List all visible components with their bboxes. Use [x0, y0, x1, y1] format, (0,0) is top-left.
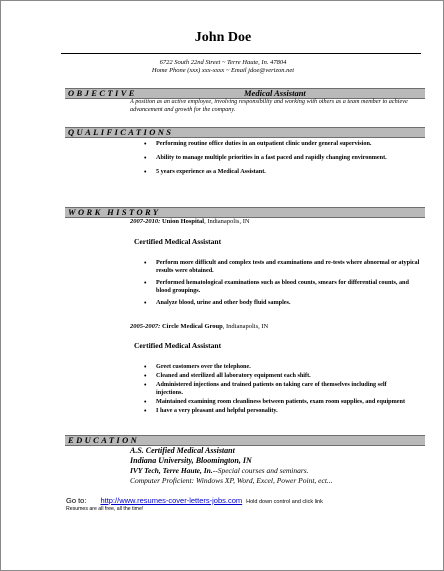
- list-item: [144, 279, 420, 295]
- work-history-heading: WORK HISTORY: [68, 207, 161, 217]
- job-employer: Union Hospital: [161, 218, 205, 225]
- qualifications-heading: QUALIFICATIONS: [68, 127, 174, 137]
- qualification-text: 5 years experience as a Medical Assistant.: [156, 168, 266, 175]
- link-hint: Hold down control and click link: [246, 499, 323, 505]
- job-title: Certified Medical Assistant: [134, 237, 222, 246]
- bullet-icon: •: [144, 154, 147, 162]
- school-2-note: --Special courses and seminars.: [212, 466, 309, 475]
- duty-text: I have a very pleasant and helpful personality.: [156, 407, 278, 414]
- bullet-icon: •: [144, 299, 147, 307]
- list-item: [144, 299, 420, 307]
- school-2: [130, 466, 309, 475]
- duty-text: Performed hematological examinations such as blood counts, smears for differential counts, and blood groupings.: [156, 279, 409, 294]
- objective-title: Medical Assistant: [244, 88, 306, 98]
- bullet-icon: •: [144, 407, 147, 415]
- school-2-name: IVY Tech, Terre Haute, In.: [130, 466, 213, 475]
- job-years: 2007-2010:: [130, 218, 161, 225]
- goto-label: Go to:: [66, 496, 87, 505]
- qualifications-list: [144, 140, 414, 176]
- goto-line: [66, 496, 323, 505]
- job-duties-list: [144, 259, 420, 307]
- list-item: [144, 398, 414, 406]
- resume-site-link[interactable]: http://www.resumes-cover-letters-jobs.com: [100, 496, 243, 505]
- objective-heading: OBJECTIVE: [68, 88, 137, 98]
- job-title: Certified Medical Assistant: [134, 341, 222, 350]
- bullet-icon: •: [144, 363, 147, 371]
- degree: A.S. Certified Medical Assistant: [130, 446, 235, 455]
- contact-line: Home Phone (xxx) xxx-xxxx ~ Email jdoe@verizon.net: [151, 67, 295, 74]
- qualifications-section-bar: [65, 127, 425, 138]
- header-divider: [61, 53, 421, 54]
- qualification-text: Ability to manage multiple priorities in a fast paced and rapidly changing environment.: [156, 154, 387, 161]
- address-line: 6722 South 22nd Street ~ Terre Haute, In. 47804: [159, 59, 287, 66]
- bullet-icon: •: [144, 398, 147, 406]
- list-item: [144, 168, 414, 176]
- education-section-bar: [65, 435, 425, 446]
- duty-text: Analyze blood, urine and other body fluid samples.: [156, 299, 291, 306]
- duty-text: Cleaned and sterilized all laboratory equipment each shift.: [156, 372, 311, 379]
- list-item: [144, 372, 414, 380]
- job-employer: Circle Medical Group: [161, 323, 223, 330]
- job-location: , Indianapolis, IN: [222, 323, 269, 330]
- computer-skills: Computer Proficient: Windows XP, Word, Excel, Power Point, ect...: [130, 476, 333, 485]
- list-item: [144, 259, 420, 275]
- job-years: 2005-2007:: [130, 323, 161, 330]
- list-item: [144, 407, 414, 415]
- job-duties-list: [144, 363, 414, 415]
- job-location: , Indianapolis, IN: [204, 218, 250, 225]
- bullet-icon: •: [144, 140, 147, 148]
- list-item: [144, 381, 414, 397]
- bullet-icon: •: [144, 168, 147, 176]
- duty-text: Maintained examining room cleanliness between patients, exam room supplies, and equipment: [156, 398, 406, 405]
- job-header: [130, 323, 268, 331]
- list-item: [144, 140, 414, 148]
- duty-text: Greet customers over the telephone.: [156, 363, 251, 370]
- qualification-text: Performing routine office duties in an outpatient clinic under general supervision.: [156, 140, 372, 147]
- duty-text: Perform more difficult and complex tests and examinations and re-tests where abnormal or atypical results were obtained.: [156, 259, 420, 274]
- work-history-section-bar: [65, 207, 425, 218]
- free-resumes-note: Resumes are all free, all the time!: [66, 506, 144, 512]
- applicant-name: John Doe: [194, 30, 252, 45]
- bullet-icon: •: [144, 279, 147, 287]
- bullet-icon: •: [144, 381, 147, 389]
- job-header: [130, 218, 250, 226]
- list-item: [144, 363, 414, 371]
- education-heading: EDUCATION: [68, 435, 140, 445]
- list-item: [144, 154, 414, 162]
- bullet-icon: •: [144, 259, 147, 267]
- school-1: Indiana University, Bloomington, IN: [130, 456, 252, 465]
- duty-text: Administered injections and trained patients on taking care of themselves including self injections.: [156, 381, 387, 396]
- bullet-icon: •: [144, 372, 147, 380]
- objective-text: A position as an active employee, involving responsibility and working with others as a team member to achieve advancement and growth for the company.: [130, 98, 408, 113]
